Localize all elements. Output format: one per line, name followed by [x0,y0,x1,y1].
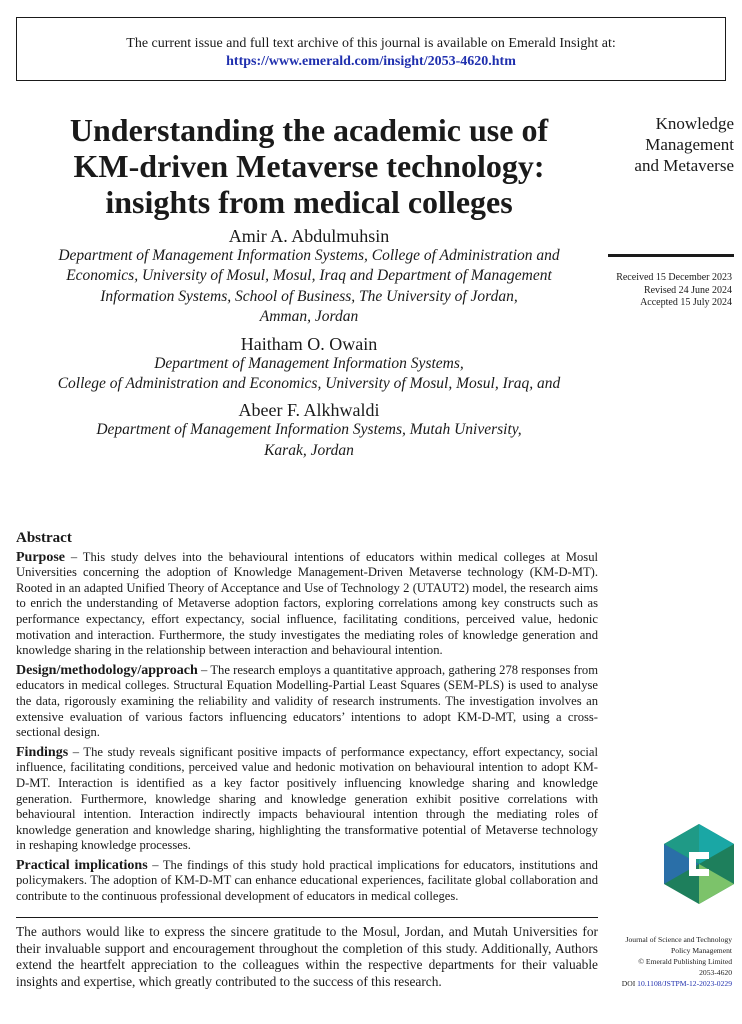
journal-info [600,934,732,989]
author-affiliation: Department of Management Information Systems, College of Administration and Economics, University of Mosul, Mosul, Iraq, and [57,354,561,393]
banner-text: The current issue and full text archive of this journal is available on Emerald Insight at: [126,36,616,51]
abstract-practical: Practical implications – The findings of this study hold practical implications for educators, institutions and policymakers. The adoption of KM-D-MT can enhance educational experiences, facilitate global collaboration and contribute to the continuous professional development of educators in medical colleges. [16,857,598,904]
journal-name: Journal of Science and Technology [625,935,732,944]
author-name: Amir A. Abdulmuhsin [228,226,390,246]
article-header [16,112,602,461]
doi-link[interactable]: 10.1108/JSTPM-12-2023-0229 [637,979,732,988]
title-line: Understanding the academic use of [69,112,549,148]
author-name: Haitham O. Owain [240,333,378,354]
title-line: insights from medical colleges [105,184,513,220]
revised-date: Revised 24 June 2024 [643,284,732,296]
doi-label: DOI [621,979,636,988]
author-affiliation: Department of Management Information Systems, College of Administration and Economics, University of Mosul, Mosul, Iraq and Department of Management Information Systems, School of Business, The University of Jordan, Amman, Jordan [58,247,560,326]
article-title [16,112,602,220]
acknowledgement-footnote: The authors would like to express the sincere gratitude to the Mosul, Jordan, and Mutah Universities for their invaluable support and encouragement throughout the completion of this study. Additionally, Authors extend the heartfelt appreciation to the colleagues within the respective departments for their valuable insights and expertise, which greatly contributed to the success of this research. [16,924,598,989]
accepted-date: Accepted 15 July 2024 [640,297,732,308]
journal-link[interactable]: https://www.emerald.com/insight/2053-4620.htm [226,54,516,69]
journal-name: Policy Management [671,946,732,955]
article-dates [608,272,732,310]
emerald-logo-icon [664,824,734,904]
abstract-heading: Abstract [16,530,72,546]
running-title: Knowledge Management and Metaverse [634,114,734,175]
issn: 2053-4620 [699,968,732,977]
abstract-findings: Findings – The study reveals significant positive impacts of performance expectancy, effort expectancy, social influence, facilitating conditions, perceived value and hedonic motivation on behavioural intention to adopt KM-D-MT. Interaction is identified as a key factor positively influencing knowledge sharing and knowledge generation. Furthermore, knowledge sharing and knowledge generation exhibit positive correlations with behavioural intention. Interaction indirectly impacts behavioural intention through the mediating roles of knowledge generation and knowledge sharing, highlighting the transformative potential of Metaverse technology in reshaping knowledge processes. [16,744,598,853]
title-line: KM-driven Metaverse technology: [73,148,545,184]
copyright: © Emerald Publishing Limited [638,957,732,966]
abstract [16,531,598,909]
received-date: Received 15 December 2023 [616,272,732,283]
side-divider [608,254,734,257]
author-affiliation: Department of Management Information Systems, Mutah University, Karak, Jordan [96,421,522,459]
journal-access-banner [16,17,726,81]
abstract-design: Design/methodology/approach – The research employs a quantitative approach, gathering 278 responses from educators in medical colleges. Structural Equation Modelling-Partial Least Squares (SEM-PLS) is used to analyse the data, rigorously examining the reliability and validity of research instruments. The investigation involves an extensive evaluation of various factors influencing educators’ intentions to adopt KM-D-MT, using a cross-sectional design. [16,662,598,740]
author-name: Abeer F. Alkhwaldi [238,400,380,421]
footnote-divider [16,917,598,918]
abstract-purpose: Purpose – This study delves into the behavioural intentions of educators within medical colleges at Mosul Universities concerning the adoption of Knowledge Management-Driven Metaverse technology (KM-D-MT). Rooted in an adapted Unified Theory of Acceptance and Use of Technology 2 (UTAUT2) model, the research aims to enrich the understanding of Metaverse adoption factors, exploring correlations among key constructs such as performance expectancy, effort expectancy, social influence, facilitating conditions, perceived value, hedonic motivation and interaction. Furthermore, the study investigates the mediating roles of knowledge generation and knowledge sharing in the relationship between interaction and behavioural intention. [16,549,598,658]
